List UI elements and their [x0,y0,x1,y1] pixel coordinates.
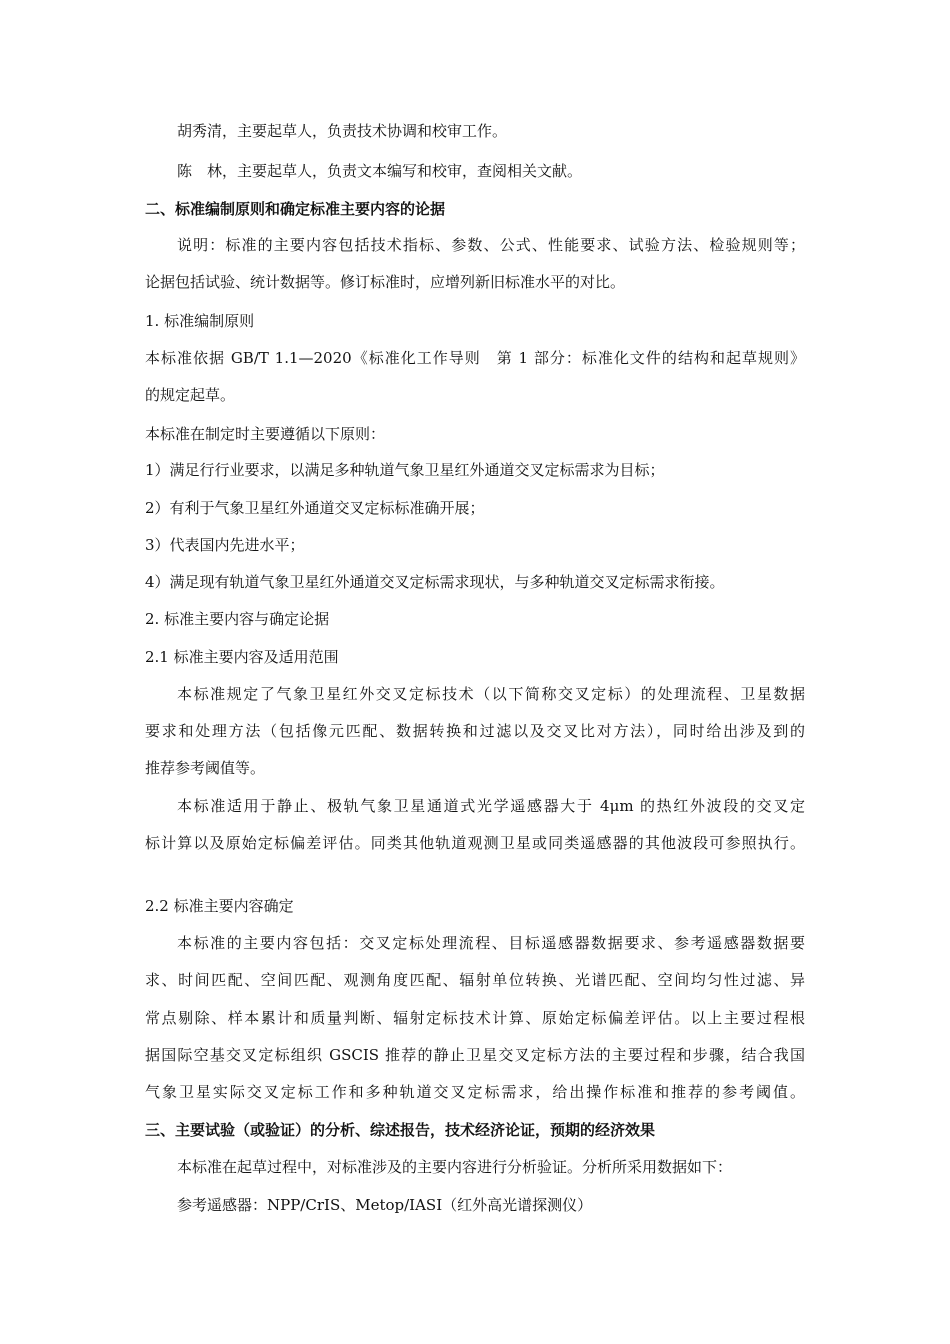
paragraph-line: 2）有利于气象卫星红外通道交叉定标标准确开展； [145,499,485,517]
paragraph-line: 本标准规定了气象卫星红外交叉定标技术（以下简称交叉定标）的处理流程、卫星数据 [177,685,805,703]
paragraph-line: 2. 标准主要内容与确定论据 [145,610,330,628]
paragraph-line: 据国际空基交叉定标组织 GSCIS 推荐的静止卫星交叉定标方法的主要过程和步骤，结合我国 [145,1046,805,1064]
paragraph-line: 2.2 标准主要内容确定 [145,897,294,915]
paragraph-line: 说明：标准的主要内容包括技术指标、参数、公式、性能要求、试验方法、检验规则等； [177,236,805,254]
paragraph-line: 1. 标准编制原则 [145,312,255,330]
paragraph-line: 本标准在制定时主要遵循以下原则： [145,425,386,443]
paragraph-line: 本标准适用于静止、极轨气象卫星通道式光学遥感器大于 4μm 的热红外波段的交叉定 [177,797,805,815]
section-heading: 二、标准编制原则和确定标准主要内容的论据 [145,200,446,218]
paragraph-line: 本标准在起草过程中，对标准涉及的主要内容进行分析验证。分析所采用数据如下： [177,1158,733,1176]
paragraph-line: 3）代表国内先进水平； [145,536,305,554]
paragraph-line: 参考遥感器：NPP/CrIS、Metop/IASI（红外高光谱探测仪） [177,1196,593,1214]
paragraph-line: 标计算以及原始定标偏差评估。同类其他轨道观测卫星或同类遥感器的其他波段可参照执行。 [145,834,805,852]
paragraph-line: 2.1 标准主要内容及适用范围 [145,648,339,666]
section-heading: 三、主要试验（或验证）的分析、综述报告，技术经济论证，预期的经济效果 [145,1121,656,1139]
paragraph-line: 本标准依据 GB/T 1.1—2020《标准化工作导则 第 1 部分：标准化文件的结构和起草规则》 [145,349,805,367]
paragraph-line: 1）满足行行业要求，以满足多种轨道气象卫星红外通道交叉定标需求为目标； [145,461,665,479]
paragraph-line: 论据包括试验、统计数据等。修订标准时，应增列新旧标准水平的对比。 [145,273,626,291]
paragraph-line: 要求和处理方法（包括像元匹配、数据转换和过滤以及交叉比对方法），同时给出涉及到的 [145,722,805,740]
paragraph-line: 求、时间匹配、空间匹配、观测角度匹配、辐射单位转换、光谱匹配、空间均匀性过滤、异 [145,971,805,989]
paragraph-line: 气象卫星实际交叉定标工作和多种轨道交叉定标需求，给出操作标准和推荐的参考阈值。 [145,1083,805,1101]
paragraph-line: 本标准的主要内容包括：交叉定标处理流程、目标遥感器数据要求、参考遥感器数据要 [177,934,805,952]
paragraph-line: 陈 林，主要起草人，负责文本编写和校审，查阅相关文献。 [177,162,583,180]
paragraph-line: 胡秀清，主要起草人，负责技术协调和校审工作。 [177,122,508,140]
paragraph-line: 的规定起草。 [145,386,236,404]
paragraph-line: 4）满足现有轨道气象卫星红外通道交叉定标需求现状，与多种轨道交叉定标需求衔接。 [145,573,725,591]
paragraph-line: 推荐参考阈值等。 [145,759,266,777]
paragraph-line: 常点剔除、样本累计和质量判断、辐射定标技术计算、原始定标偏差评估。以上主要过程根 [145,1009,805,1027]
